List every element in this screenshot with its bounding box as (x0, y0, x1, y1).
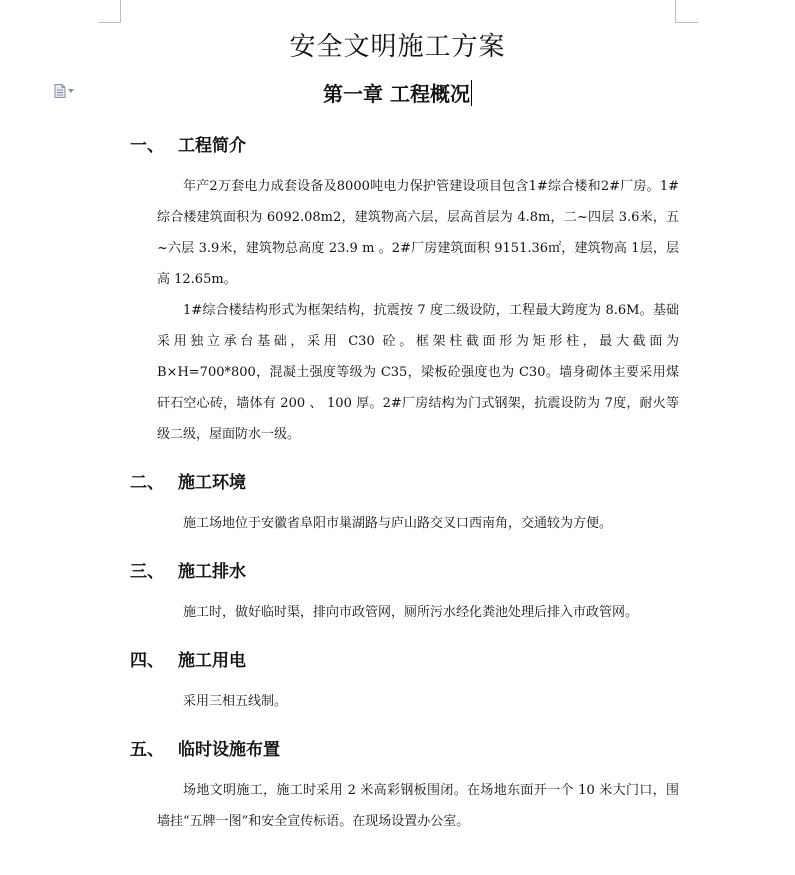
paragraph-drainage: 施工时，做好临时渠，排向市政管网，厕所污水经化粪池处理后排入市政管网。 (183, 605, 639, 620)
chapter-heading[interactable] (0, 78, 795, 107)
section-number: 二、 (130, 473, 164, 493)
section-heading-4 (130, 646, 246, 671)
paragraph-temporary-facilities: 场地文明施工，施工时采用 2 米高彩钢板围闭。在场地东面开一个 10 米大门口，围墙挂“五牌一图”和安全宣传标语。在现场设置办公室。 (157, 783, 679, 829)
paragraph-electricity: 采用三相五线制。 (183, 694, 288, 709)
section-heading-3 (130, 557, 246, 582)
section-title: 施工环境 (178, 473, 246, 493)
section-number: 四、 (130, 651, 164, 671)
paragraph-structure: 1#综合楼结构形式为框架结构，抗震按 7 度二级设防，工程最大跨度为 8.6M。基础采用独立承台基础，采用 C30 砼。框架柱截面形为矩形柱，最大截面为B×H=700*800，混凝土强度等级为 C35，梁板砼强度也为 C30。墙身砌体主要采用煤矸石空心砖，墙体有 200 、 100 厚。2#厂房结构为门式钢架，抗震设防为 7度，耐火等级二级，屋面防水一级。 (157, 303, 679, 442)
paragraph-environment: 施工场地位于安徽省阜阳市巢湖路与庐山路交叉口西南角，交通较为方便。 (183, 516, 613, 531)
crop-mark-top-right (675, 0, 698, 23)
section-title: 工程简介 (178, 136, 246, 156)
section-number: 一、 (130, 136, 164, 156)
section-heading-2 (130, 468, 246, 493)
crop-mark-top-left (98, 0, 121, 23)
section-title: 施工用电 (178, 651, 246, 671)
section-number: 三、 (130, 562, 164, 582)
chapter-heading-text: 第一章 工程概况 (323, 82, 470, 106)
section-number: 五、 (130, 740, 164, 760)
section-title: 施工排水 (178, 562, 246, 582)
section-heading-1 (130, 131, 246, 156)
text-cursor (471, 80, 472, 106)
section-heading-5 (130, 735, 280, 760)
paragraph-project-overview: 年产2万套电力成套设备及8000吨电力保护管建设项目包含1#综合楼和2#厂房。1#综合楼建筑面积为 6092.08m2，建筑物高六层，层高首层为 4.8m，二~四层 3.6米，五~六层 3.9米，建筑物总高度 23.9 m 。2#厂房建筑面积 9151.36㎡，建筑物高 1层，层高 12.65m。 (157, 179, 679, 287)
document-title: 安全文明施工方案 (289, 32, 506, 62)
section-title: 临时设施布置 (178, 740, 280, 760)
